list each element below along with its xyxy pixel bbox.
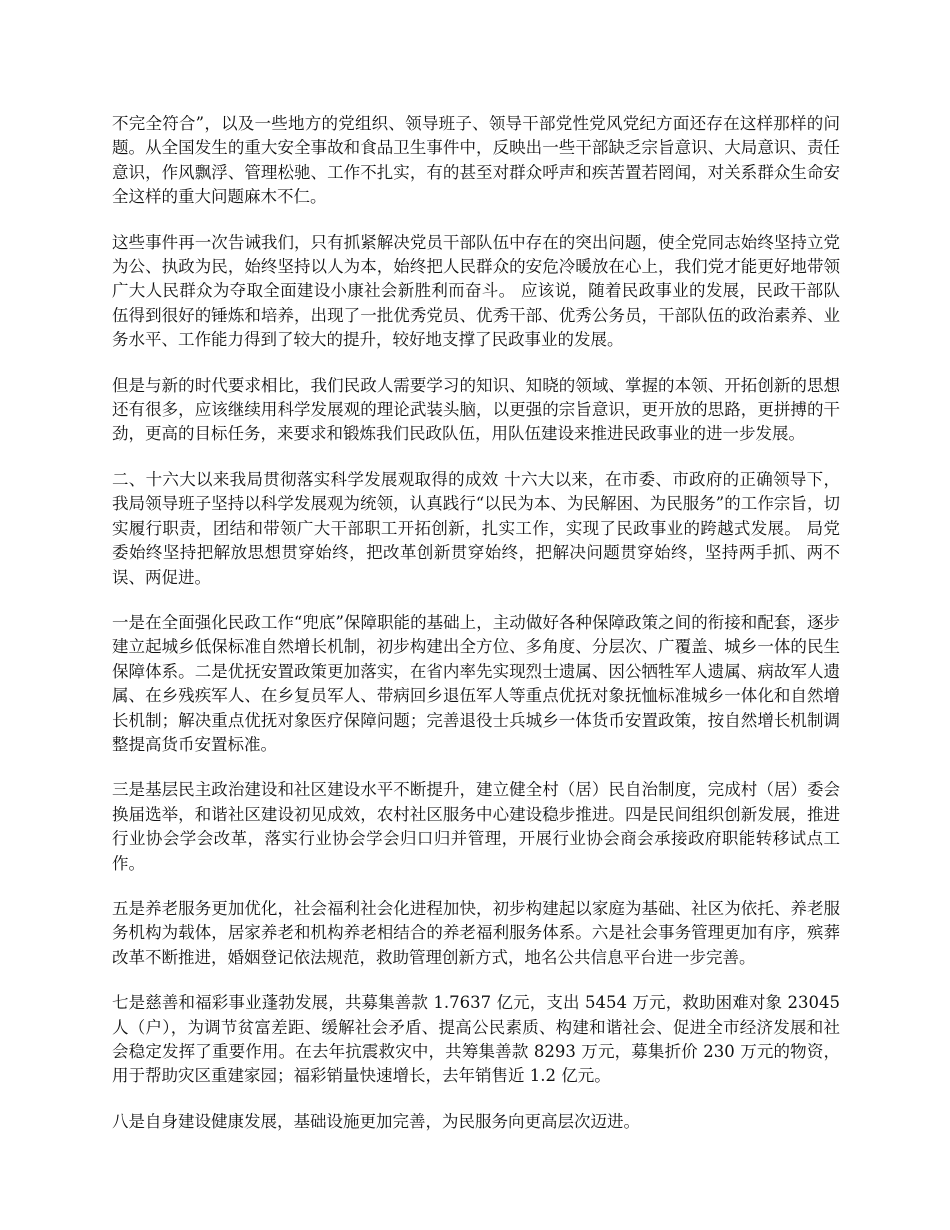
paragraph-9: 八是自身建设健康发展，基础设施更加完善，为民服务向更高层次迈进。 (112, 1111, 640, 1131)
document-page (112, 112, 840, 1155)
paragraph-4: 二、十六大以来我局贯彻落实科学发展观取得的成效 十六大以来，在市委、市政府的正确领导下，我局领导班子坚持以科学发展观为统领，认真践行“以民为本、为民解困、为民服务”的工作宗旨，切实履行职责，团结和带领广大干部职工开拓创新，扎实工作，实现了民政事业的跨越式发展。 局党委始终坚持把解放思想贯穿始终，把改革创新贯穿始终，把解决问题贯穿始终，坚持两手抓、两不误、两促进。 (112, 469, 840, 587)
paragraph-8: 七是慈善和福彩事业蓬勃发展，共募集善款 1.7637 亿元，支出 5454 万元，救助困难对象 23045 人（户），为调节贫富差距、缓解社会矛盾、提高公民素质、构建和谐社会、促进全市经济发展和社会稳定发挥了重要作用。在去年抗震救灾中，共筹集善款 8293 万元，募集折价 230 万元的物资，用于帮助灾区重建家园；福彩销量快速增长，去年销售近 1.2 亿元。 (112, 993, 840, 1086)
paragraph-2: 这些事件再一次告诫我们，只有抓紧解决党员干部队伍中存在的突出问题，使全党同志始终坚持立党为公、执政为民，始终坚持以人为本，始终把人民群众的安危冷暖放在心上，我们党才能更好地带领广大人民群众为夺取全面建设小康社会新胜利而奋斗。 应该说，随着民政事业的发展，民政干部队伍得到很好的锤炼和培养，出现了一批优秀党员、优秀干部、优秀公务员，干部队伍的政治素养、业务水平、工作能力得到了较大的提升，较好地支撑了民政事业的发展。 (112, 232, 840, 350)
paragraph-3: 但是与新的时代要求相比，我们民政人需要学习的知识、知晓的领域、掌握的本领、开拓创新的思想还有很多，应该继续用科学发展观的理论武装头脑，以更强的宗旨意识，更开放的思路，更拼搏的干劲，更高的目标任务，来要求和锻炼我们民政队伍，用队伍建设来推进民政事业的进一步发展。 (112, 375, 840, 444)
paragraph-7: 五是养老服务更加优化，社会福利社会化进程加快，初步构建起以家庭为基础、社区为依托、养老服务机构为载体，居家养老和机构养老相结合的养老福利服务体系。六是社会事务管理更加有序，殡葬改革不断推进，婚姻登记依法规范，救助管理创新方式，地名公共信息平台进一步完善。 (112, 898, 840, 967)
paragraph-5: 一是在全面强化民政工作“兜底”保障职能的基础上，主动做好各种保障政策之间的衔接和配套，逐步建立起城乡低保标准自然增长机制，初步构建出全方位、多角度、分层次、广覆盖、城乡一体的民生保障体系。二是优抚安置政策更加落实，在省内率先实现烈士遗属、因公牺牲军人遗属、病故军人遗属、在乡残疾军人、在乡复员军人、带病回乡退伍军人等重点优抚对象抚恤标准城乡一体化和自然增长机制；解决重点优抚对象医疗保障问题；完善退役士兵城乡一体货币安置政策，按自然增长机制调整提高货币安置标准。 (112, 612, 840, 754)
paragraph-6: 三是基层民主政治建设和社区建设水平不断提升，建立健全村（居）民自治制度，完成村（居）委会换届选举，和谐社区建设初见成效，农村社区服务中心建设稳步推进。四是民间组织创新发展，推进行业协会学会改革，落实行业协会学会归口归并管理，开展行业协会商会承接政府职能转移试点工作。 (112, 780, 840, 873)
paragraph-1: 不完全符合”，以及一些地方的党组织、领导班子、领导干部党性党风党纪方面还存在这样那样的问题。从全国发生的重大安全事故和食品卫生事件中，反映出一些干部缺乏宗旨意识、大局意识、责任意识，作风飘浮、管理松驰、工作不扎实，有的甚至对群众呼声和疾苦置若罔闻，对关系群众生命安全这样的重大问题麻木不仁。 (112, 114, 840, 207)
